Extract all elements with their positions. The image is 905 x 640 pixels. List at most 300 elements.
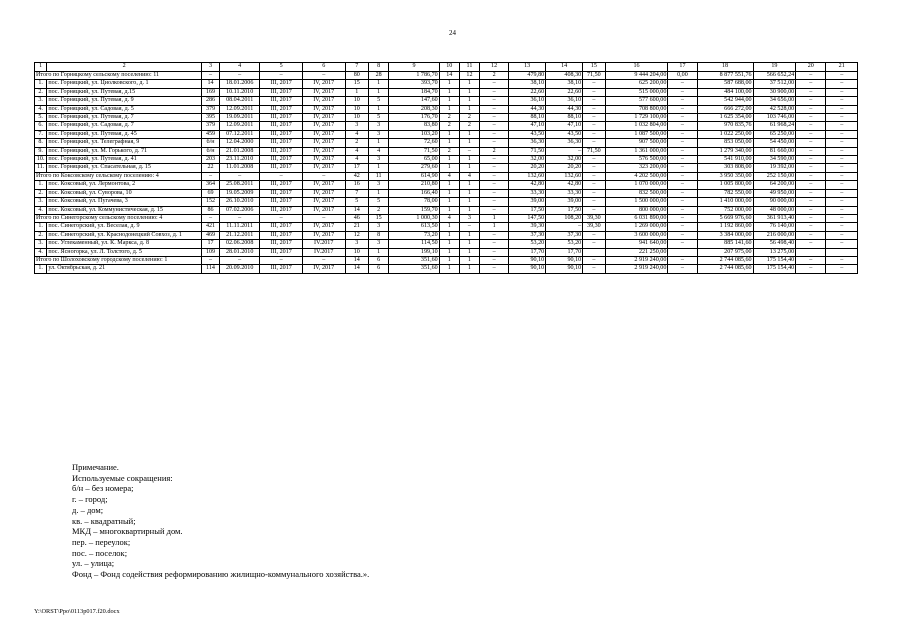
table-cell: 1 <box>439 240 459 248</box>
table-cell: – <box>668 88 697 96</box>
table-cell: – <box>796 80 826 88</box>
table-row <box>35 189 858 197</box>
table-cell: 103,20 <box>389 130 439 138</box>
table-cell: III, 2017 <box>260 130 303 138</box>
table-cell: IV, 2017 <box>302 80 345 88</box>
table-cell: 221 250,00 <box>605 248 668 256</box>
row-number-cell: 6. <box>35 122 47 130</box>
table-cell: 614,90 <box>389 172 439 180</box>
row-number-cell: 5. <box>35 114 47 122</box>
row-number-cell: 3. <box>35 240 47 248</box>
row-number-cell: 4. <box>35 206 47 214</box>
table-cell: III, 2017 <box>260 122 303 130</box>
table-cell: – <box>302 72 345 80</box>
table-cell <box>583 248 605 256</box>
table-cell: 203 <box>202 156 220 164</box>
table-cell: 39,00 <box>546 198 583 206</box>
note-line: пер. – переулок; <box>72 536 131 547</box>
table-cell: 08.04.2011 <box>219 97 259 105</box>
table-cell: 1 022 250,00 <box>697 130 753 138</box>
table-cell: – <box>826 240 858 248</box>
table-cell: – <box>796 265 826 273</box>
table-cell: 1 500 000,00 <box>605 198 668 206</box>
note-line: г. – город; <box>72 494 108 505</box>
table-cell: 49 950,00 <box>753 189 796 197</box>
table-cell: – <box>583 256 605 264</box>
table-cell: 1 032 804,00 <box>605 122 668 130</box>
table-cell: 56 498,40 <box>753 240 796 248</box>
table-cell: 3 <box>369 130 389 138</box>
table-cell: 199,10 <box>389 248 439 256</box>
table-cell: – <box>796 130 826 138</box>
table-cell: – <box>202 214 220 222</box>
table-cell: 576 500,00 <box>605 156 668 164</box>
table-cell: 941 640,00 <box>605 240 668 248</box>
table-cell: 3 950 350,00 <box>697 172 753 180</box>
address-cell: пос. Горняцкий, ул. Спасательная, д. 15 <box>47 164 202 172</box>
table-cell: 393,70 <box>389 80 439 88</box>
table-row <box>35 130 858 138</box>
table-cell: – <box>826 97 858 105</box>
table-cell: 1 <box>369 139 389 147</box>
note-line: д. – дом; <box>72 504 104 515</box>
row-number-cell: 1. <box>35 80 47 88</box>
table-cell: – <box>583 97 605 105</box>
column-number-cell: 16 <box>605 63 668 72</box>
column-number-cell: 3 <box>202 63 220 72</box>
table-cell: – <box>826 105 858 113</box>
table-cell: III, 2017 <box>260 88 303 96</box>
table-cell: 2 <box>369 206 389 214</box>
table-cell: 1 070 000,00 <box>605 181 668 189</box>
table-cell: III, 2017 <box>260 231 303 239</box>
table-cell: 15 <box>369 214 389 222</box>
table-cell: 65 250,00 <box>753 130 796 138</box>
address-cell: пос. Горняцкий, ул. Садовая, д. 5 <box>47 105 202 113</box>
column-number-cell: 9 <box>389 63 439 72</box>
table-cell: 1 729 100,00 <box>605 114 668 122</box>
table-cell: 1 <box>459 139 479 147</box>
table-cell: – <box>826 223 858 231</box>
address-cell: пос. Горняцкий, ул. Путевая, д. 9 <box>47 97 202 105</box>
table-cell: – <box>583 172 605 180</box>
table-cell: – <box>583 198 605 206</box>
table-cell: – <box>796 97 826 105</box>
address-cell: пос. Горняцкий, ул. Путевая, д. 45 <box>47 130 202 138</box>
table-cell: – <box>668 139 697 147</box>
table-cell: – <box>668 206 697 214</box>
table-cell: – <box>826 265 858 273</box>
table-cell: 17,70 <box>546 248 583 256</box>
row-number-cell: 2. <box>35 88 47 96</box>
table-cell: 7 <box>345 189 369 197</box>
column-number-cell: 1 <box>35 63 47 72</box>
table-cell: 1 <box>439 105 459 113</box>
table-cell: 81 660,00 <box>753 147 796 155</box>
table-cell: – <box>826 139 858 147</box>
table-cell: 542 944,00 <box>697 97 753 105</box>
table-cell: 21.12.2011 <box>219 231 259 239</box>
table-cell: 17 <box>345 164 369 172</box>
table-cell: – <box>796 231 826 239</box>
column-number-cell: 4 <box>219 63 259 72</box>
table-cell: – <box>826 181 858 189</box>
address-cell: пос. Горняцкий, ул. Путевая, д. 7 <box>47 114 202 122</box>
row-number-cell: 1. <box>35 265 47 273</box>
table-cell: 323 200,00 <box>605 164 668 172</box>
table-cell: III, 2017 <box>260 265 303 273</box>
table-cell: 147,50 <box>509 214 546 222</box>
table-cell: – <box>546 223 583 231</box>
column-number-cell: 12 <box>480 63 509 72</box>
table-cell: 1 <box>439 256 459 264</box>
table-cell: 2 <box>459 122 479 130</box>
table-row <box>35 181 858 189</box>
table-cell: 3 <box>369 181 389 189</box>
table-cell: – <box>826 156 858 164</box>
table-cell: – <box>219 172 259 180</box>
table-cell: 88,10 <box>546 114 583 122</box>
table-cell: – <box>668 80 697 88</box>
table-cell: IV, 2017 <box>302 156 345 164</box>
table-cell: – <box>583 139 605 147</box>
table-cell: 184,70 <box>389 88 439 96</box>
table-cell: 175 154,40 <box>753 256 796 264</box>
subtotal-row <box>35 256 858 264</box>
address-cell: пос. Коксовый, ул. Коммунистическая, д. 15 <box>47 206 202 214</box>
table-cell: 408,30 <box>546 72 583 80</box>
table-cell: IV, 2017 <box>302 164 345 172</box>
table-cell: 1 <box>345 88 369 96</box>
table-cell: 5 669 976,60 <box>697 214 753 222</box>
note-line: кв. – квадратный; <box>72 515 136 526</box>
table-cell: 1 <box>439 189 459 197</box>
table-cell: – <box>302 256 345 264</box>
table-cell: III, 2017 <box>260 156 303 164</box>
table-cell: – <box>826 147 858 155</box>
table-cell: 90,10 <box>546 256 583 264</box>
column-number-cell: 10 <box>439 63 459 72</box>
resettlement-table <box>34 62 858 274</box>
table-cell: IV, 2017 <box>302 206 345 214</box>
table-cell: III, 2017 <box>260 147 303 155</box>
table-cell: 625 200,00 <box>605 80 668 88</box>
table-cell: 90,10 <box>509 256 546 264</box>
table-cell: б/н <box>202 147 220 155</box>
table-cell: 34 590,00 <box>753 156 796 164</box>
table-cell: 1 <box>480 214 509 222</box>
table-cell: 2 <box>439 114 459 122</box>
table-cell: IV, 2017 <box>302 130 345 138</box>
note-line: Примечание. <box>72 462 119 472</box>
table-cell: – <box>260 256 303 264</box>
table-cell: 1 <box>459 256 479 264</box>
table-cell: – <box>826 189 858 197</box>
table-cell: IV, 2017 <box>302 223 345 231</box>
table-cell: – <box>796 164 826 172</box>
table-cell: – <box>796 181 826 189</box>
table-cell: 37,30 <box>509 231 546 239</box>
table-cell: 8 <box>369 231 389 239</box>
table-cell: 14 <box>202 80 220 88</box>
table-cell: – <box>260 214 303 222</box>
table-row <box>35 223 858 231</box>
table-cell: IV, 2017 <box>302 88 345 96</box>
table-cell: IV, 2017 <box>302 189 345 197</box>
table-cell: 19.05.2009 <box>219 189 259 197</box>
table-cell: – <box>826 80 858 88</box>
table-cell: 1 <box>439 139 459 147</box>
table-cell: 43,50 <box>546 130 583 138</box>
table-cell: 21.01.2008 <box>219 147 259 155</box>
table-cell: 752 000,00 <box>697 206 753 214</box>
table-cell: 613,50 <box>389 223 439 231</box>
table-cell: – <box>668 130 697 138</box>
table-cell: 42 528,00 <box>753 105 796 113</box>
table-cell: 2 <box>439 147 459 155</box>
table-cell: 1 <box>439 181 459 189</box>
row-number-cell: 10. <box>35 156 47 164</box>
subtotal-label: Итого по Синегорскому сельскому поселению: 4 <box>35 214 202 222</box>
table-cell: 76 140,00 <box>753 223 796 231</box>
table-cell: 39,30 <box>583 223 605 231</box>
table-cell: – <box>583 189 605 197</box>
table-cell: 9 444 204,00 <box>605 72 668 80</box>
table-cell: 577 600,00 <box>605 97 668 105</box>
table-cell: б/н <box>202 139 220 147</box>
table-cell: 10 <box>345 248 369 256</box>
table-row <box>35 88 858 96</box>
table-cell: 1 <box>439 156 459 164</box>
table-cell: 38,10 <box>546 80 583 88</box>
table-cell: 459 <box>202 130 220 138</box>
table-cell: 1 <box>480 223 509 231</box>
table-cell: – <box>826 72 858 80</box>
table-cell: 83,80 <box>389 122 439 130</box>
column-number-cell: 21 <box>826 63 858 72</box>
table-cell: – <box>480 248 509 256</box>
table-cell: 20.09.2010 <box>219 265 259 273</box>
table-cell: 14 <box>345 265 369 273</box>
table-cell: 1 <box>459 156 479 164</box>
table-row <box>35 206 858 214</box>
table-cell: – <box>826 256 858 264</box>
table-cell: III, 2017 <box>260 248 303 256</box>
table-cell: – <box>480 88 509 96</box>
table-row <box>35 139 858 147</box>
table-cell: – <box>668 147 697 155</box>
table-cell: 11.11.2011 <box>219 223 259 231</box>
table-cell: 71,50 <box>583 72 605 80</box>
table-body <box>35 63 858 274</box>
table-row <box>35 265 858 273</box>
table-cell: 17,50 <box>509 206 546 214</box>
row-number-cell: 8. <box>35 139 47 147</box>
note-line: Фонд – Фонд содействия реформированию жилищно-коммунального хозяйства.». <box>72 569 370 580</box>
table-cell: 1 <box>459 97 479 105</box>
table-cell: 1 <box>459 265 479 273</box>
table-cell: – <box>480 122 509 130</box>
table-cell: – <box>260 172 303 180</box>
table-cell: – <box>480 256 509 264</box>
table-cell: 12 <box>459 72 479 80</box>
table-cell: – <box>480 80 509 88</box>
table-cell: 1 <box>369 88 389 96</box>
table-cell: III, 2017 <box>260 80 303 88</box>
table-cell: 2 744 085,60 <box>697 256 753 264</box>
subtotal-label: Итого по Горняцкому сельскому поселению: 11 <box>35 72 202 80</box>
table-cell: 109 <box>202 248 220 256</box>
row-number-cell: 2. <box>35 189 47 197</box>
table-cell: III, 2017 <box>260 198 303 206</box>
table-cell: – <box>583 122 605 130</box>
table-cell: 2 <box>459 114 479 122</box>
table-cell: 1 192 860,00 <box>697 223 753 231</box>
table-cell: 1 <box>459 88 479 96</box>
page-number: 24 <box>449 29 456 37</box>
table-cell: 6 <box>369 256 389 264</box>
table-cell: 3 <box>459 214 479 222</box>
table-cell: 3 <box>345 122 369 130</box>
table-cell: 12 <box>345 231 369 239</box>
table-cell: 3 <box>369 240 389 248</box>
table-cell: 379 <box>202 122 220 130</box>
table-cell: 2 919 240,00 <box>605 256 668 264</box>
table-cell: 379 <box>202 105 220 113</box>
address-cell: пос. Горняцкий, ул. Путевая, д.15 <box>47 88 202 96</box>
table-cell: 1 410 000,00 <box>697 198 753 206</box>
table-cell: – <box>796 189 826 197</box>
table-cell: 1 <box>459 206 479 214</box>
table-cell: – <box>796 156 826 164</box>
table-cell: 4 <box>459 172 479 180</box>
subtotal-label: Итого по Шолоховскому городскому поселению: 1 <box>35 256 202 264</box>
table-cell: – <box>459 223 479 231</box>
table-cell: – <box>668 256 697 264</box>
table-cell: 1 <box>439 248 459 256</box>
address-cell: пос. Коксовый, ул. Лермонтова, 2 <box>47 181 202 189</box>
table-cell: – <box>668 223 697 231</box>
table-cell: III, 2017 <box>260 223 303 231</box>
table-cell: – <box>480 181 509 189</box>
table-cell: 69 <box>202 189 220 197</box>
table-cell: 28 <box>369 72 389 80</box>
table-cell: 90,10 <box>546 265 583 273</box>
table-cell: 10 <box>345 105 369 113</box>
table-cell: – <box>583 164 605 172</box>
table-cell: 303 808,00 <box>697 164 753 172</box>
table-cell: – <box>796 88 826 96</box>
table-cell: 4 <box>439 172 459 180</box>
table-cell: 166,40 <box>389 189 439 197</box>
table-cell: 484 100,00 <box>697 88 753 96</box>
table-cell: 22,60 <box>509 88 546 96</box>
table-cell: – <box>480 97 509 105</box>
table-cell: IV.2017 <box>302 240 345 248</box>
table-cell: 1 <box>439 265 459 273</box>
table-cell: – <box>796 223 826 231</box>
table-cell: – <box>583 231 605 239</box>
address-cell: пос. Ясногорка, ул. Л. Толстого, д. 5 <box>47 248 202 256</box>
table-cell: 832 500,00 <box>605 189 668 197</box>
table-cell: – <box>796 256 826 264</box>
row-number-cell: 1. <box>35 223 47 231</box>
table-cell: IV, 2017 <box>302 181 345 189</box>
table-cell: 65,00 <box>389 156 439 164</box>
table-cell: III, 2017 <box>260 105 303 113</box>
table-cell: 1 087 500,00 <box>605 130 668 138</box>
table-row <box>35 164 858 172</box>
table-cell: – <box>480 231 509 239</box>
table-cell: 19 392,00 <box>753 164 796 172</box>
table-cell: III, 2017 <box>260 206 303 214</box>
table-cell: 4 <box>345 156 369 164</box>
table-cell: 5 <box>369 114 389 122</box>
column-number-cell: 5 <box>260 63 303 72</box>
table-cell: 54 450,00 <box>753 139 796 147</box>
address-cell: пос. Синегорский, ул. Краснодонецкий Совхоз, д. 1 <box>47 231 202 239</box>
table-cell: 103 746,00 <box>753 114 796 122</box>
table-cell: 22 <box>202 164 220 172</box>
row-number-cell: 1. <box>35 181 47 189</box>
table-cell: 1 <box>439 231 459 239</box>
table-cell: 26.10.2010 <box>219 198 259 206</box>
table-cell: 90 000,00 <box>753 198 796 206</box>
table-cell: 395 <box>202 114 220 122</box>
table-cell: 1 <box>439 198 459 206</box>
table-cell: III, 2017 <box>260 181 303 189</box>
table-cell: 114,50 <box>389 240 439 248</box>
column-number-cell: 14 <box>546 63 583 72</box>
table-cell: 46 <box>345 214 369 222</box>
table-cell: – <box>202 256 220 264</box>
row-number-cell: 7. <box>35 130 47 138</box>
table-cell: – <box>480 130 509 138</box>
table-cell: 33,30 <box>509 189 546 197</box>
table-cell: 17,70 <box>509 248 546 256</box>
table-cell: 86 <box>202 206 220 214</box>
table-cell: 64 200,00 <box>753 181 796 189</box>
table-cell: 252 150,00 <box>753 172 796 180</box>
table-cell: – <box>668 156 697 164</box>
table-cell: IV, 2017 <box>302 147 345 155</box>
table-cell: 1 <box>459 198 479 206</box>
table-cell: 28.01.2010 <box>219 248 259 256</box>
table-cell: 479,80 <box>509 72 546 80</box>
subtotal-label: Итого по Коксовскому сельскому поселению: 4 <box>35 172 202 180</box>
table-cell: – <box>583 130 605 138</box>
table-cell: 73,20 <box>389 231 439 239</box>
table-cell: 11 <box>369 172 389 180</box>
table-cell: 2 <box>439 122 459 130</box>
table-cell: 782 550,00 <box>697 189 753 197</box>
table-cell: 1 <box>439 97 459 105</box>
column-number-cell: 17 <box>668 63 697 72</box>
address-cell: пос. Синегорский, ул. Веселая, д. 9 <box>47 223 202 231</box>
table-cell: 42,80 <box>509 181 546 189</box>
table-cell: 970 835,76 <box>697 122 753 130</box>
address-cell: пос. Горняцкий, ул. Телеграфная, 9 <box>47 139 202 147</box>
table-cell: 07.02.2006 <box>219 206 259 214</box>
table-cell: 132,60 <box>509 172 546 180</box>
table-cell: 1 000,30 <box>389 214 439 222</box>
table-cell: 361 913,40 <box>753 214 796 222</box>
table-cell <box>668 248 697 256</box>
note-line: Используемые сокращения: <box>72 472 173 483</box>
table-cell: – <box>796 240 826 248</box>
table-cell: 12.04.2000 <box>219 139 259 147</box>
table-cell: 8 877 551,76 <box>697 72 753 80</box>
